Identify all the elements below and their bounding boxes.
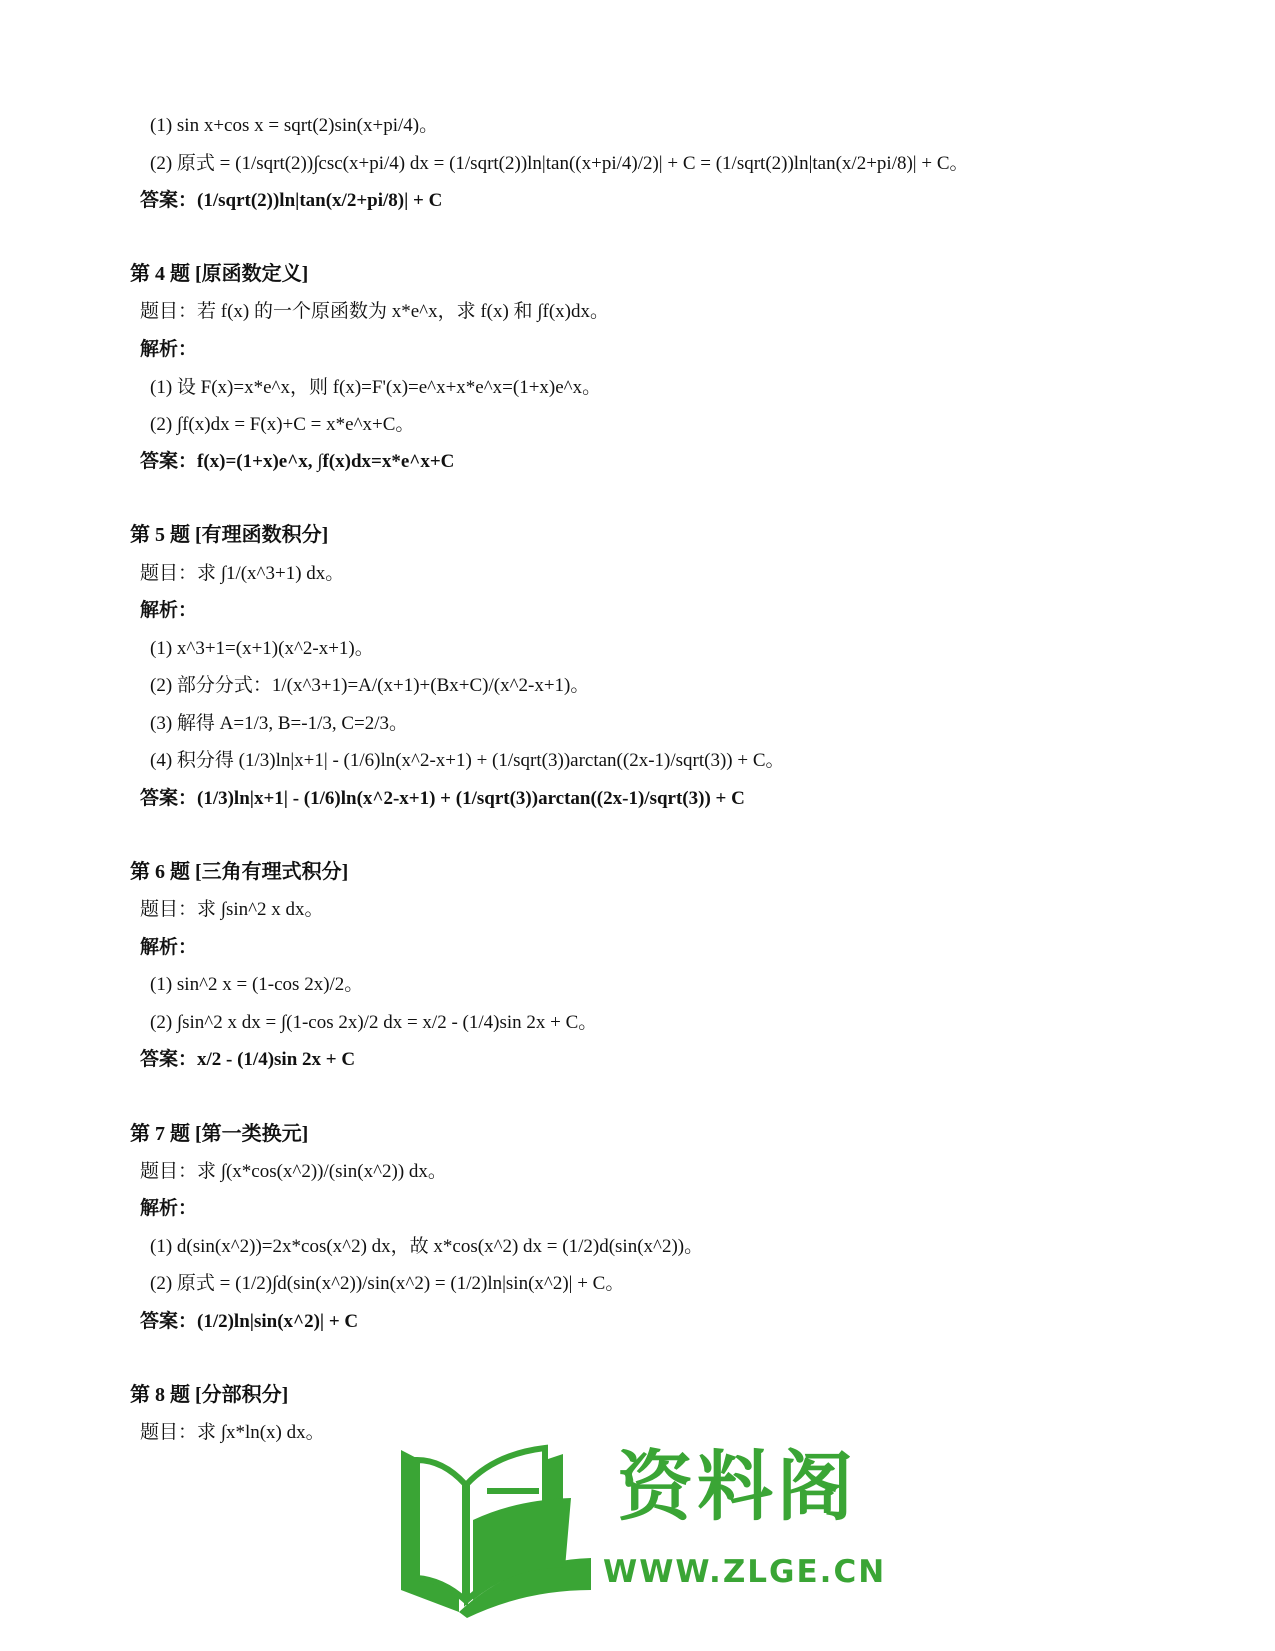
question-line: 题目：求 ∫sin^2 x dx。 <box>140 899 324 920</box>
open-book-icon <box>395 1440 595 1620</box>
step-line: (2) 原式 = (1/sqrt(2))∫csc(x+pi/4) dx = (1/sqrt(2))ln|tan((x+pi/4)/2)| + C = (1/sqrt(2))ln|tan(x/2+pi/8)| + C。 <box>150 153 969 174</box>
step-line: (1) sin^2 x = (1-cos 2x)/2。 <box>150 974 364 995</box>
step-line: (2) ∫f(x)dx = F(x)+C = x*e^x+C。 <box>150 414 415 435</box>
problem-heading: 第 8 题 [分部积分] <box>130 1384 289 1406</box>
step-line: (3) 解得 A=1/3, B=-1/3, C=2/3。 <box>150 713 409 734</box>
answer-line: 答案：(1/3)ln|x+1| - (1/6)ln(x^2-x+1) + (1/sqrt(3))arctan((2x-1)/sqrt(3)) + C <box>140 788 745 809</box>
step-line: (2) 部分分式：1/(x^3+1)=A/(x+1)+(Bx+C)/(x^2-x+1)。 <box>150 675 590 696</box>
answer-line: 答案：(1/sqrt(2))ln|tan(x/2+pi/8)| + C <box>140 190 443 211</box>
analysis-label: 解析： <box>140 339 198 360</box>
analysis-label: 解析： <box>140 937 198 958</box>
step-line: (2) ∫sin^2 x dx = ∫(1-cos 2x)/2 dx = x/2 - (1/4)sin 2x + C。 <box>150 1012 598 1033</box>
question-line: 题目：若 f(x) 的一个原函数为 x*e^x，求 f(x) 和 ∫f(x)dx。 <box>140 301 609 322</box>
answer-line: 答案：x/2 - (1/4)sin 2x + C <box>140 1049 356 1070</box>
problem-heading: 第 4 题 [原函数定义] <box>130 263 309 285</box>
step-line: (1) 设 F(x)=x*e^x，则 f(x)=F'(x)=e^x+x*e^x=(1+x)e^x。 <box>150 377 602 398</box>
step-line: (1) sin x+cos x = sqrt(2)sin(x+pi/4)。 <box>150 115 439 136</box>
problem-heading: 第 6 题 [三角有理式积分] <box>130 861 349 883</box>
question-line: 题目：求 ∫1/(x^3+1) dx。 <box>140 563 345 584</box>
question-line: 题目：求 ∫(x*cos(x^2))/(sin(x^2)) dx。 <box>140 1161 447 1182</box>
question-line: 题目：求 ∫x*ln(x) dx。 <box>140 1422 325 1443</box>
step-line: (2) 原式 = (1/2)∫d(sin(x^2))/sin(x^2) = (1/2)ln|sin(x^2)| + C。 <box>150 1273 625 1294</box>
problem-heading: 第 5 题 [有理函数积分] <box>130 524 329 546</box>
answer-line: 答案：f(x)=(1+x)e^x, ∫f(x)dx=x*e^x+C <box>140 451 455 472</box>
step-line: (1) x^3+1=(x+1)(x^2-x+1)。 <box>150 638 374 659</box>
step-line: (4) 积分得 (1/3)ln|x+1| - (1/6)ln(x^2-x+1) + (1/sqrt(3))arctan((2x-1)/sqrt(3)) + C。 <box>150 750 785 771</box>
analysis-label: 解析： <box>140 1198 198 1219</box>
watermark-url: WWW.ZLGE.CN <box>603 1554 887 1590</box>
problem-heading: 第 7 题 [第一类换元] <box>130 1123 309 1145</box>
watermark-logo <box>395 1440 887 1620</box>
answer-line: 答案：(1/2)ln|sin(x^2)| + C <box>140 1311 359 1332</box>
step-line: (1) d(sin(x^2))=2x*cos(x^2) dx，故 x*cos(x^2) dx = (1/2)d(sin(x^2))。 <box>150 1236 704 1257</box>
analysis-label: 解析： <box>140 600 198 621</box>
watermark-name: 资料阁 <box>617 1442 857 1531</box>
